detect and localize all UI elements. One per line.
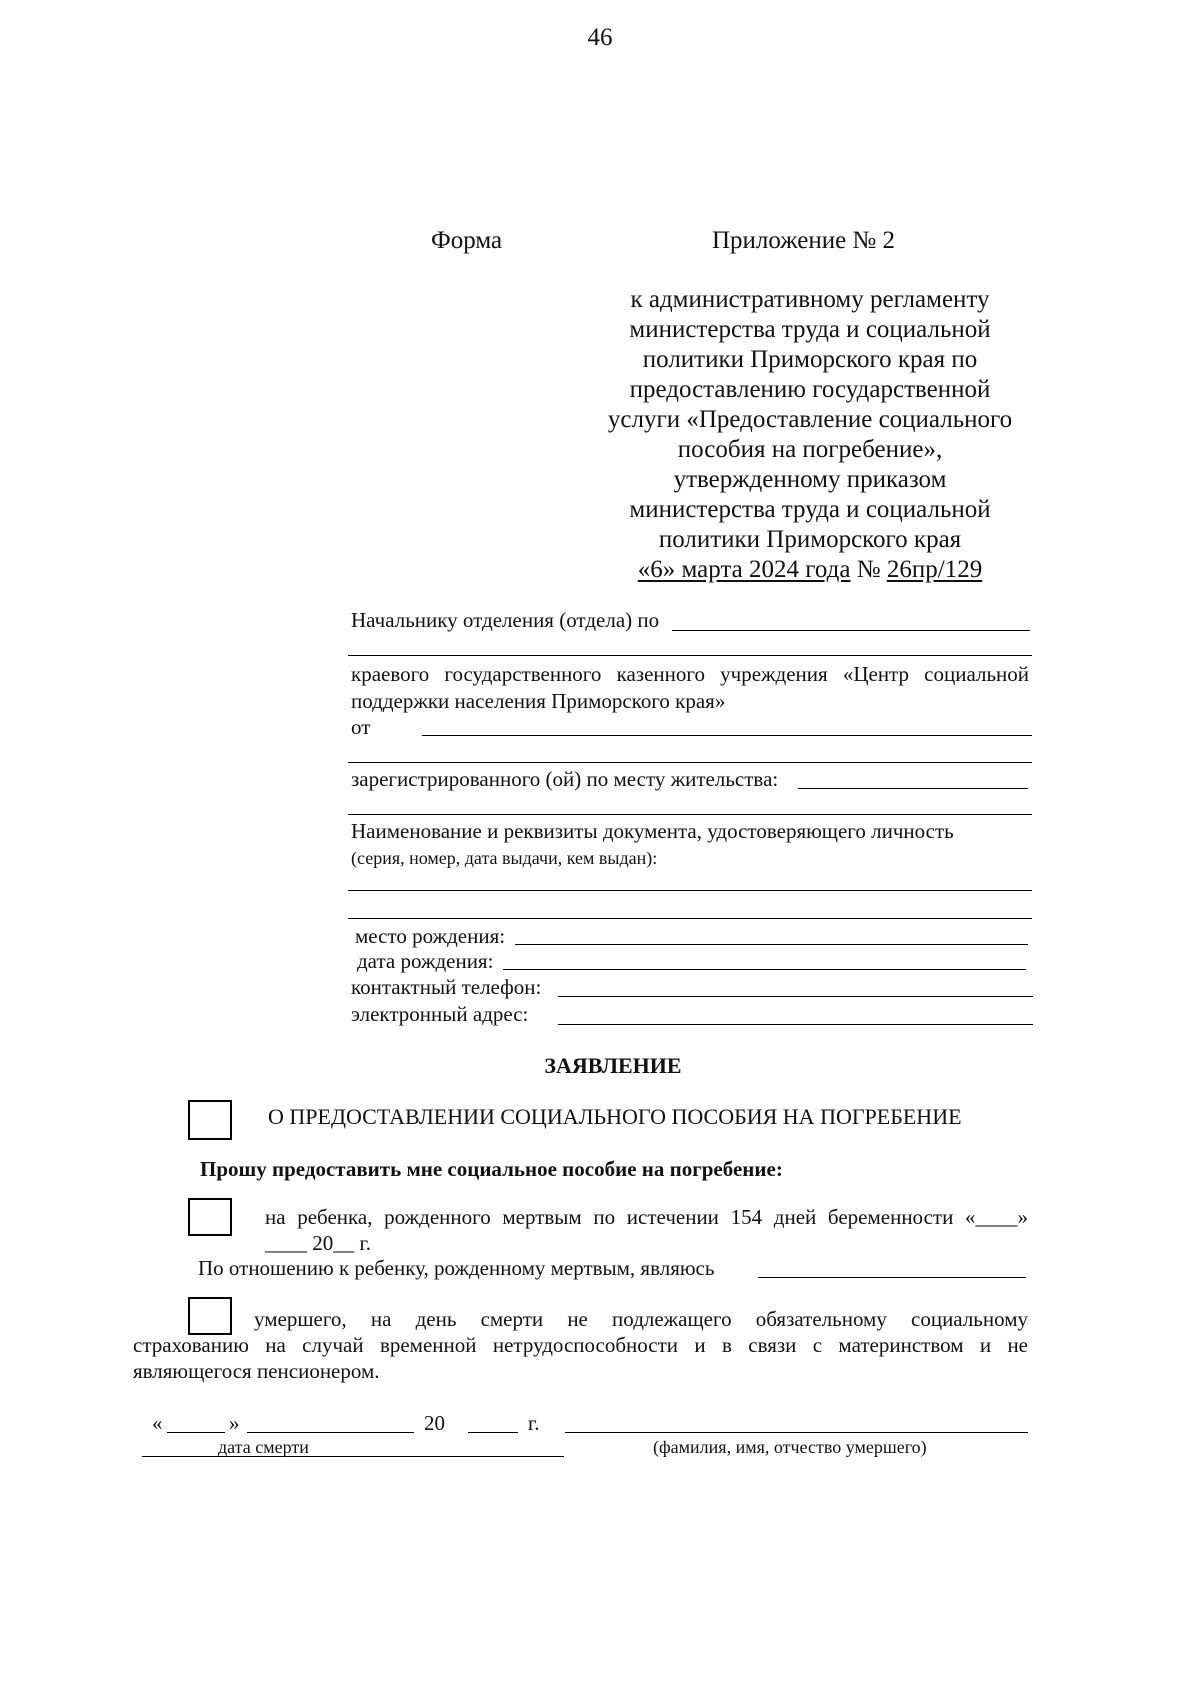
date-quote-open: « <box>152 1411 163 1435</box>
deceased-line-3: являющегося пенсионером. <box>133 1359 380 1383</box>
deceased-line-2: страхованию на случай временной нетрудоспособности и в связи с материнством и не <box>133 1333 1028 1357</box>
birth-place-label: место рождения: <box>355 924 506 948</box>
death-day-field[interactable] <box>167 1432 225 1433</box>
application-title: ЗАЯВЛЕНИЕ <box>544 1053 682 1078</box>
applicant-name-field[interactable] <box>422 735 1032 736</box>
order-date-number <box>540 555 1080 585</box>
email-field[interactable] <box>558 1024 1033 1025</box>
deceased-option-checkbox[interactable] <box>188 1297 232 1335</box>
regulation-reference <box>540 285 1080 585</box>
registration-address-field[interactable] <box>798 788 1028 789</box>
phone-field[interactable] <box>558 996 1033 997</box>
deceased-line-1: умершего, на день смерти не подлежащего обязательному социальному <box>254 1307 1028 1331</box>
stillborn-option-checkbox[interactable] <box>188 1198 232 1236</box>
birth-date-label: дата рождения: <box>357 949 494 973</box>
regulation-line: министерства труда и социальной <box>629 496 991 523</box>
order-number-sign: № <box>856 556 881 583</box>
institution-line-1: краевого государственного казенного учреждения «Центр социальной <box>351 662 1029 686</box>
appendix-label: Приложение № 2 <box>712 227 896 254</box>
stillborn-line-1: на ребенка, рожденного мертвым по истечении 154 дней беременности «____» <box>265 1205 1028 1229</box>
registration-address-field-line2[interactable] <box>348 814 1032 815</box>
id-document-label: Наименование и реквизиты документа, удостоверяющего личность <box>351 819 954 843</box>
phone-label: контактный телефон: <box>351 975 542 999</box>
order-number: 26пр/129 <box>886 556 983 583</box>
order-date: «6» марта 2024 года <box>637 556 851 583</box>
regulation-line: предоставлению государственной <box>629 376 991 403</box>
birth-place-field[interactable] <box>515 944 1028 945</box>
relation-field[interactable] <box>758 1277 1026 1278</box>
to-chief-label: Начальнику отделения (отдела) по <box>351 608 660 632</box>
department-field-line2[interactable] <box>348 655 1032 656</box>
institution-line-2: поддержки населения Приморского края» <box>351 689 726 713</box>
regulation-line: услуги «Предоставление социального <box>607 406 1013 433</box>
birth-date-field[interactable] <box>503 969 1026 970</box>
deceased-name-field[interactable] <box>565 1432 1028 1433</box>
regulation-line: к административному регламенту <box>630 286 990 313</box>
applicant-name-field-line2[interactable] <box>348 762 1032 763</box>
department-field[interactable] <box>672 630 1030 631</box>
deceased-name-caption: (фамилия, имя, отчество умершего) <box>653 1437 927 1457</box>
death-month-field[interactable] <box>247 1432 414 1433</box>
death-date-underline <box>142 1456 564 1457</box>
regulation-line: пособия на погребение», <box>677 436 943 463</box>
date-quote-close: » <box>229 1411 240 1435</box>
year-prefix: 20 <box>424 1411 445 1435</box>
regulation-line: политики Приморского края <box>658 526 962 553</box>
form-label: Форма <box>431 227 503 254</box>
email-label: электронный адрес: <box>351 1002 529 1026</box>
year-suffix: г. <box>528 1411 540 1435</box>
regulation-line: политики Приморского края по <box>642 346 978 373</box>
regulation-line: утвержденному приказом <box>673 466 947 493</box>
page-number: 46 <box>587 24 613 51</box>
main-option-label: О ПРЕДОСТАВЛЕНИИ СОЦИАЛЬНОГО ПОСОБИЯ НА ПОГРЕБЕНИЕ <box>268 1104 962 1129</box>
death-date-caption: дата смерти <box>218 1437 309 1457</box>
request-line: Прошу предоставить мне социальное пособие на погребение: <box>200 1157 783 1181</box>
relation-label: По отношению к ребенку, рожденному мертвым, являюсь <box>198 1256 715 1280</box>
stillborn-line-2: ____ 20__ г. <box>265 1231 371 1255</box>
regulation-line: министерства труда и социальной <box>629 316 991 343</box>
main-option-checkbox[interactable] <box>188 1100 232 1140</box>
death-year-field[interactable] <box>468 1432 518 1433</box>
id-document-hint: (серия, номер, дата выдачи, кем выдан): <box>351 848 658 868</box>
id-document-field-line2[interactable] <box>348 918 1032 919</box>
id-document-field[interactable] <box>348 890 1032 891</box>
registered-label: зарегистрированного (ой) по месту жительства: <box>351 767 779 791</box>
from-label: от <box>351 715 371 739</box>
